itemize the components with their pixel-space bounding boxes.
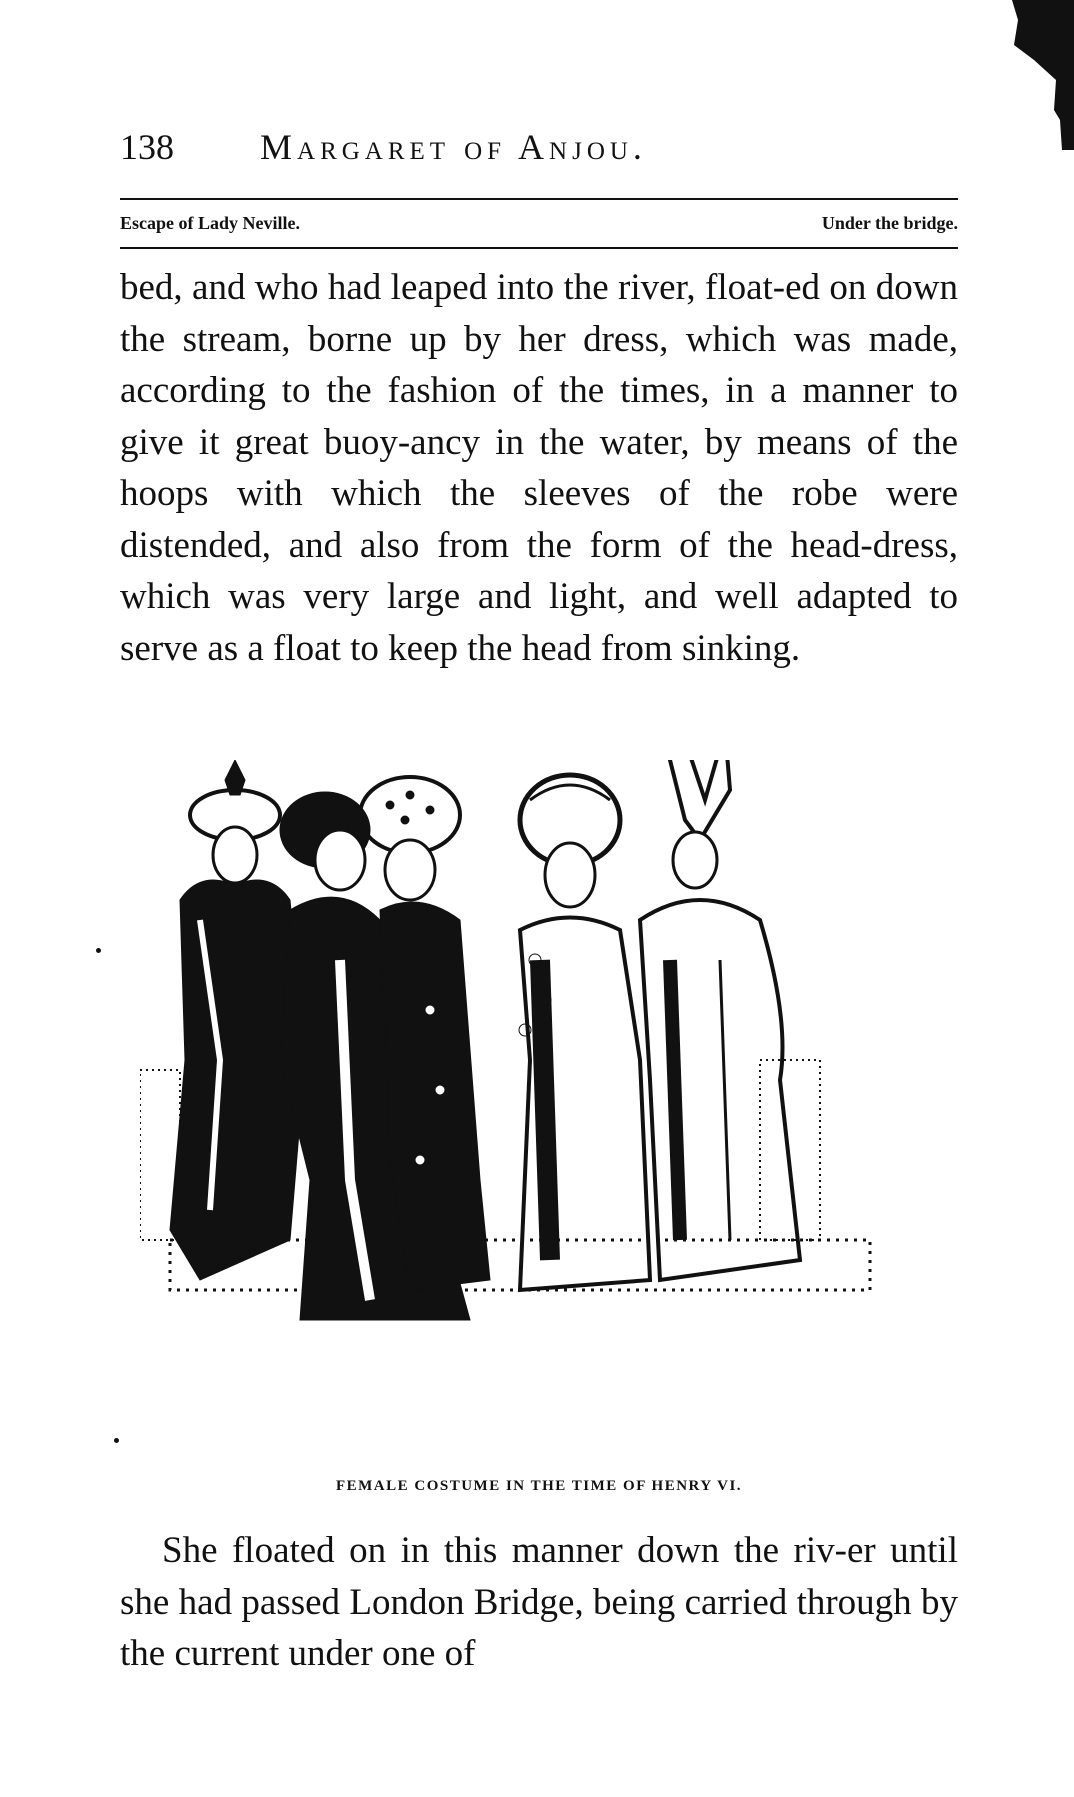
margin-speck — [114, 1438, 119, 1443]
side-note-right: Under the bridge. — [821, 213, 958, 233]
side-note-left: Escape of Lady Neville. — [120, 213, 300, 233]
costume-engraving — [140, 760, 940, 1460]
running-head — [120, 125, 960, 169]
illustration-caption: FEMALE COSTUME IN THE TIME OF HENRY VI. — [335, 1478, 743, 1494]
header-rule-bottom — [120, 247, 958, 249]
header-rule-top — [120, 198, 958, 200]
book-title: Margaret of Anjou. — [260, 127, 647, 167]
paragraph-1: bed, and who had leaped into the river, float-ed on down the stream, borne up by her dress, which was made, according to the fashion of the times, in a manner to give it great buoy-ancy in the water, by means of the hoops with which the sleeves of the robe were distended, and also from the form of the head-dress, which was very large and light, and well adapted to serve as a float to keep the head from sinking. — [120, 267, 958, 669]
margin-speck — [96, 948, 101, 953]
page-number: 138 — [120, 127, 174, 167]
paragraph-2: She floated on in this manner down the riv-er until she had passed London Bridge, being carried through by the current under one of — [120, 1530, 958, 1674]
page-edge-shadow — [1004, 0, 1074, 150]
side-notes — [120, 210, 958, 236]
